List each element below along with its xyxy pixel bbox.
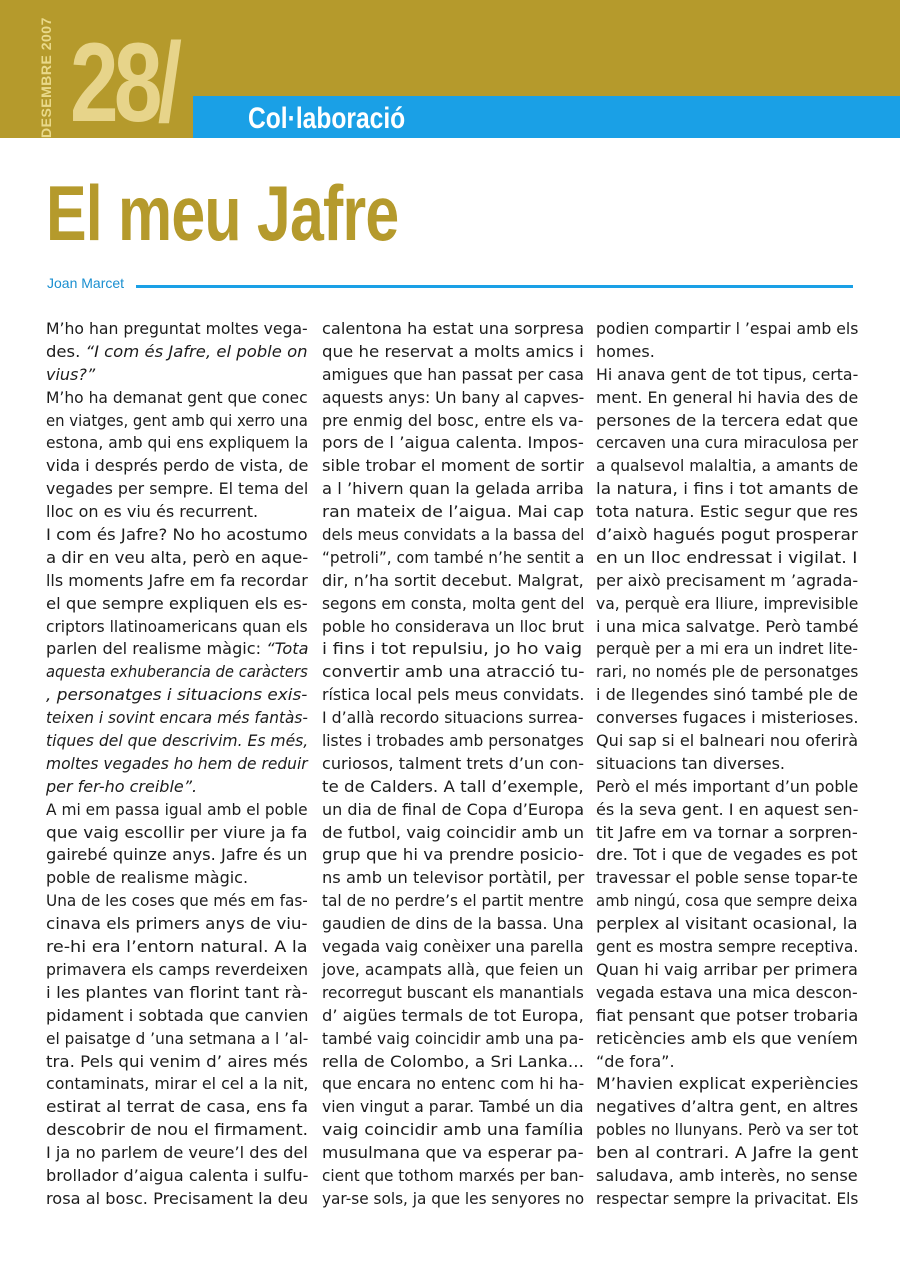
text-line: pobles no llunyans. Però va ser tot	[596, 1120, 859, 1140]
text-line-part: parlen del realisme màgic:	[46, 639, 267, 659]
text-column-2	[322, 318, 584, 1211]
text-column-3	[596, 318, 858, 1211]
text-line: homes.	[596, 341, 655, 361]
text-line: pors de l ’aigua calenta. Impos-	[322, 433, 584, 453]
text-line: cinava els primers anys de viu-	[46, 914, 308, 934]
text-line: cient que tothom marxés per ban-	[322, 1165, 585, 1185]
text-line: tota natura. Estic segur que res	[596, 502, 859, 522]
text-line	[46, 638, 310, 661]
text-line: I com és Jafre? No ho acostumo	[46, 525, 308, 545]
text-line: a l ’hivern quan la gelada arriba	[322, 479, 584, 499]
text-line: jove, acampats allà, que feien un	[322, 959, 584, 979]
text-line: tra. Pels qui venim d’ aires més	[46, 1051, 308, 1071]
text-line: gent es mostra sempre receptiva.	[596, 937, 859, 957]
text-line: moltes vegades ho hem de reduir	[46, 753, 308, 773]
text-line: A mi em passa igual amb el poble	[46, 799, 308, 819]
text-line: Però el més important d’un poble	[596, 776, 859, 796]
text-line: perplex al visitant ocasional, la	[596, 914, 858, 934]
issue-number: 28/	[70, 20, 178, 145]
text-line: ns amb un televisor portàtil, per	[322, 868, 585, 888]
text-line: ment. En general hi havia des de	[596, 387, 859, 407]
text-line: és la seva gent. I en aquest sen-	[596, 799, 859, 819]
text-line: Qui sap si el balneari nou oferirà	[596, 731, 859, 751]
text-line: un dia de final de Copa d’Europa	[322, 799, 585, 819]
text-line	[46, 341, 315, 364]
text-line: tit Jafre em va tornar a sorpren-	[596, 822, 858, 842]
text-line: d’això hagués pogut prosperar	[596, 525, 858, 545]
text-line: M’ho han preguntat moltes vega-	[46, 319, 308, 338]
text-line: i les plantes van florint tant rà-	[46, 982, 308, 1002]
text-line: Quan hi vaig arribar per primera	[596, 959, 858, 979]
text-line: a dir en veu alta, però en aque-	[46, 547, 309, 567]
text-line: que encara no entenc com hi ha-	[322, 1074, 585, 1094]
text-line: yar-se sols, ja que les senyores no	[322, 1188, 585, 1208]
text-line: vius?”	[46, 364, 96, 384]
text-line: amb ningú, cosa que sempre deixa	[596, 891, 858, 911]
text-line: te de Calders. A tall d’exemple,	[322, 776, 584, 796]
author-name: Joan Marcet	[47, 275, 125, 291]
text-line: travessar el poble sense topar-te	[596, 868, 858, 888]
text-line: recorregut buscant els manantials	[322, 982, 584, 1002]
text-line: ben al contrari. A Jafre la gent	[596, 1143, 859, 1163]
text-line: rella de Colombo, a Sri Lanka...	[322, 1051, 584, 1071]
text-line: de futbol, vaig coincidir amb un	[322, 822, 585, 842]
text-line: ran mateix de l’aigua. Mai cap	[322, 502, 585, 522]
text-line: saludava, amb interès, no sense	[596, 1165, 858, 1185]
text-line: M’havien explicat experiències	[596, 1074, 859, 1094]
text-line: a qualsevol malaltia, a amants de	[596, 456, 859, 476]
quote-text: “I com és Jafre, el poble on	[85, 341, 308, 361]
text-line: , personatges i situacions exis-	[46, 685, 308, 705]
text-line: i una mica salvatge. Però també	[596, 616, 859, 636]
text-line: teixen i sovint encara més fantàs-	[46, 708, 308, 728]
text-line: criptors llatinoamericans quan els	[46, 616, 308, 636]
text-line: “de fora”.	[596, 1051, 675, 1071]
text-line: dre. Tot i que de vegades es pot	[596, 845, 858, 865]
text-line: per això precisament m ’agrada-	[596, 570, 859, 590]
text-line: vegada estava una mica descon-	[596, 982, 858, 1002]
text-line: vegada vaig conèixer una parella	[322, 937, 584, 957]
text-line: i de llegendes sinó també ple de	[596, 685, 859, 705]
text-line: curiosos, talment trets d’un con-	[322, 753, 585, 773]
text-line: I d’allà recordo situacions surrea-	[322, 708, 584, 728]
text-line: poble ho considerava un lloc brut	[322, 616, 584, 636]
text-line: descobrir de nou el firmament.	[46, 1120, 308, 1140]
text-line: rística local pels meus convidats.	[322, 685, 585, 705]
section-label: Col·laboració	[248, 102, 406, 135]
text-line: cercaven una cura miraculosa per	[596, 433, 859, 453]
text-line: reticències amb els que veníem	[596, 1028, 858, 1048]
text-line: aquesta exhuberancia de caràcters	[46, 662, 308, 682]
text-line: dels meus convidats a la bassa del	[322, 525, 585, 545]
text-line: converses fugaces i misterioses.	[596, 708, 859, 728]
text-line: amigues que han passat per casa	[322, 364, 584, 384]
text-line-part: des.	[46, 341, 86, 361]
text-line: per fer-ho creible”.	[46, 776, 198, 796]
text-line: persones de la tercera edat que	[596, 410, 859, 430]
text-line: el que sempre expliquen els es-	[46, 593, 308, 613]
text-line: estirat al terrat de casa, ens fa	[46, 1097, 309, 1117]
text-line: respectar sempre la privacitat. Els	[596, 1188, 859, 1208]
text-line: vaig coincidir amb una família	[322, 1120, 584, 1140]
text-line: gairebé quinze anys. Jafre és un	[46, 845, 308, 865]
text-line: segons em consta, molta gent del	[322, 593, 585, 613]
text-line: convertir amb una atracció tu-	[322, 662, 585, 682]
text-line: tal de no perdre’s el partit mentre	[322, 891, 584, 911]
text-line: també vaig coincidir amb una pa-	[322, 1028, 584, 1048]
text-line: contaminats, mirar el cel a la nit,	[46, 1074, 309, 1094]
text-line: podien compartir l ’espai amb els	[596, 319, 859, 338]
text-line: vegades per sempre. El tema del	[46, 479, 309, 499]
text-line: M’ho ha demanat gent que conec	[46, 387, 308, 407]
text-line: el paisatge d ’una setmana a l ’al-	[46, 1028, 309, 1048]
text-line: vida i després perdo de vista, de	[46, 456, 309, 476]
text-line: dir, n’ha sortit decebut. Malgrat,	[322, 570, 584, 590]
text-line: lloc on es viu és recurrent.	[46, 502, 259, 522]
text-line: tiques del que descrivim. Es més,	[46, 731, 309, 751]
text-column-1	[46, 318, 308, 1211]
text-line: pidament i sobtada que canvien	[46, 1005, 309, 1025]
text-line: pre enmig del bosc, entre els va-	[322, 410, 584, 430]
article-title: El meu Jafre	[46, 169, 399, 257]
text-line: en un lloc endressat i vigilat. I	[596, 547, 858, 567]
text-line: grup que hi va prendre posicio-	[322, 845, 584, 865]
text-line: rosa al bosc. Precisament la deu	[46, 1188, 309, 1208]
text-line: que he reservat a molts amics i	[322, 341, 584, 361]
text-line: gaudien de dins de la bassa. Una	[322, 914, 584, 934]
text-line: situacions tan diverses.	[596, 753, 785, 773]
text-line: rari, no només ple de personatges	[596, 662, 859, 682]
text-line: negatives d’altra gent, en altres	[596, 1097, 859, 1117]
text-line: brollador d’aigua calenta i sulfu-	[46, 1165, 309, 1185]
text-line: i fins i tot repulsiu, jo ho vaig	[322, 639, 583, 659]
text-line: listes i trobades amb personatges	[322, 731, 584, 751]
text-line: va, perquè era lliure, imprevisible	[596, 593, 859, 613]
text-line: calentona ha estat una sorpresa	[322, 319, 585, 338]
text-line: perquè per a mi era un indret lite-	[596, 639, 858, 659]
issue-date: DESEMBRE 2007	[38, 17, 54, 138]
text-line: fiat pensant que potser trobaria	[596, 1005, 859, 1025]
text-line: musulmana que va esperar pa-	[322, 1143, 584, 1163]
text-line: primavera els camps reverdeixen	[46, 959, 309, 979]
text-line: estona, amb qui ens expliquem la	[46, 433, 309, 453]
quote-text: “Tota	[266, 639, 309, 659]
text-line: d’ aigües termals de tot Europa,	[322, 1005, 584, 1025]
text-line: en viatges, gent amb qui xerro una	[46, 410, 308, 430]
text-line: “petroli”, com també n’he sentit a	[322, 547, 585, 567]
text-line: I ja no parlem de veure’l des del	[46, 1143, 308, 1163]
text-line: aquests anys: Un bany al capves-	[322, 387, 585, 407]
text-line: lls moments Jafre em fa recordar	[46, 570, 308, 590]
text-line: re-hi era l’entorn natural. A la	[46, 937, 308, 957]
author-divider	[136, 285, 853, 288]
text-line: vien vingut a parar. També un dia	[322, 1097, 584, 1117]
text-line: Una de les coses que més em fas-	[46, 891, 308, 911]
text-line: sible trobar el moment de sortir	[322, 456, 584, 476]
text-line: la natura, i fins i tot amants de	[596, 479, 859, 499]
text-line: que vaig escollir per viure ja fa	[46, 822, 308, 842]
text-line: poble de realisme màgic.	[46, 868, 249, 888]
text-line: Hi anava gent de tot tipus, certa-	[596, 364, 859, 384]
